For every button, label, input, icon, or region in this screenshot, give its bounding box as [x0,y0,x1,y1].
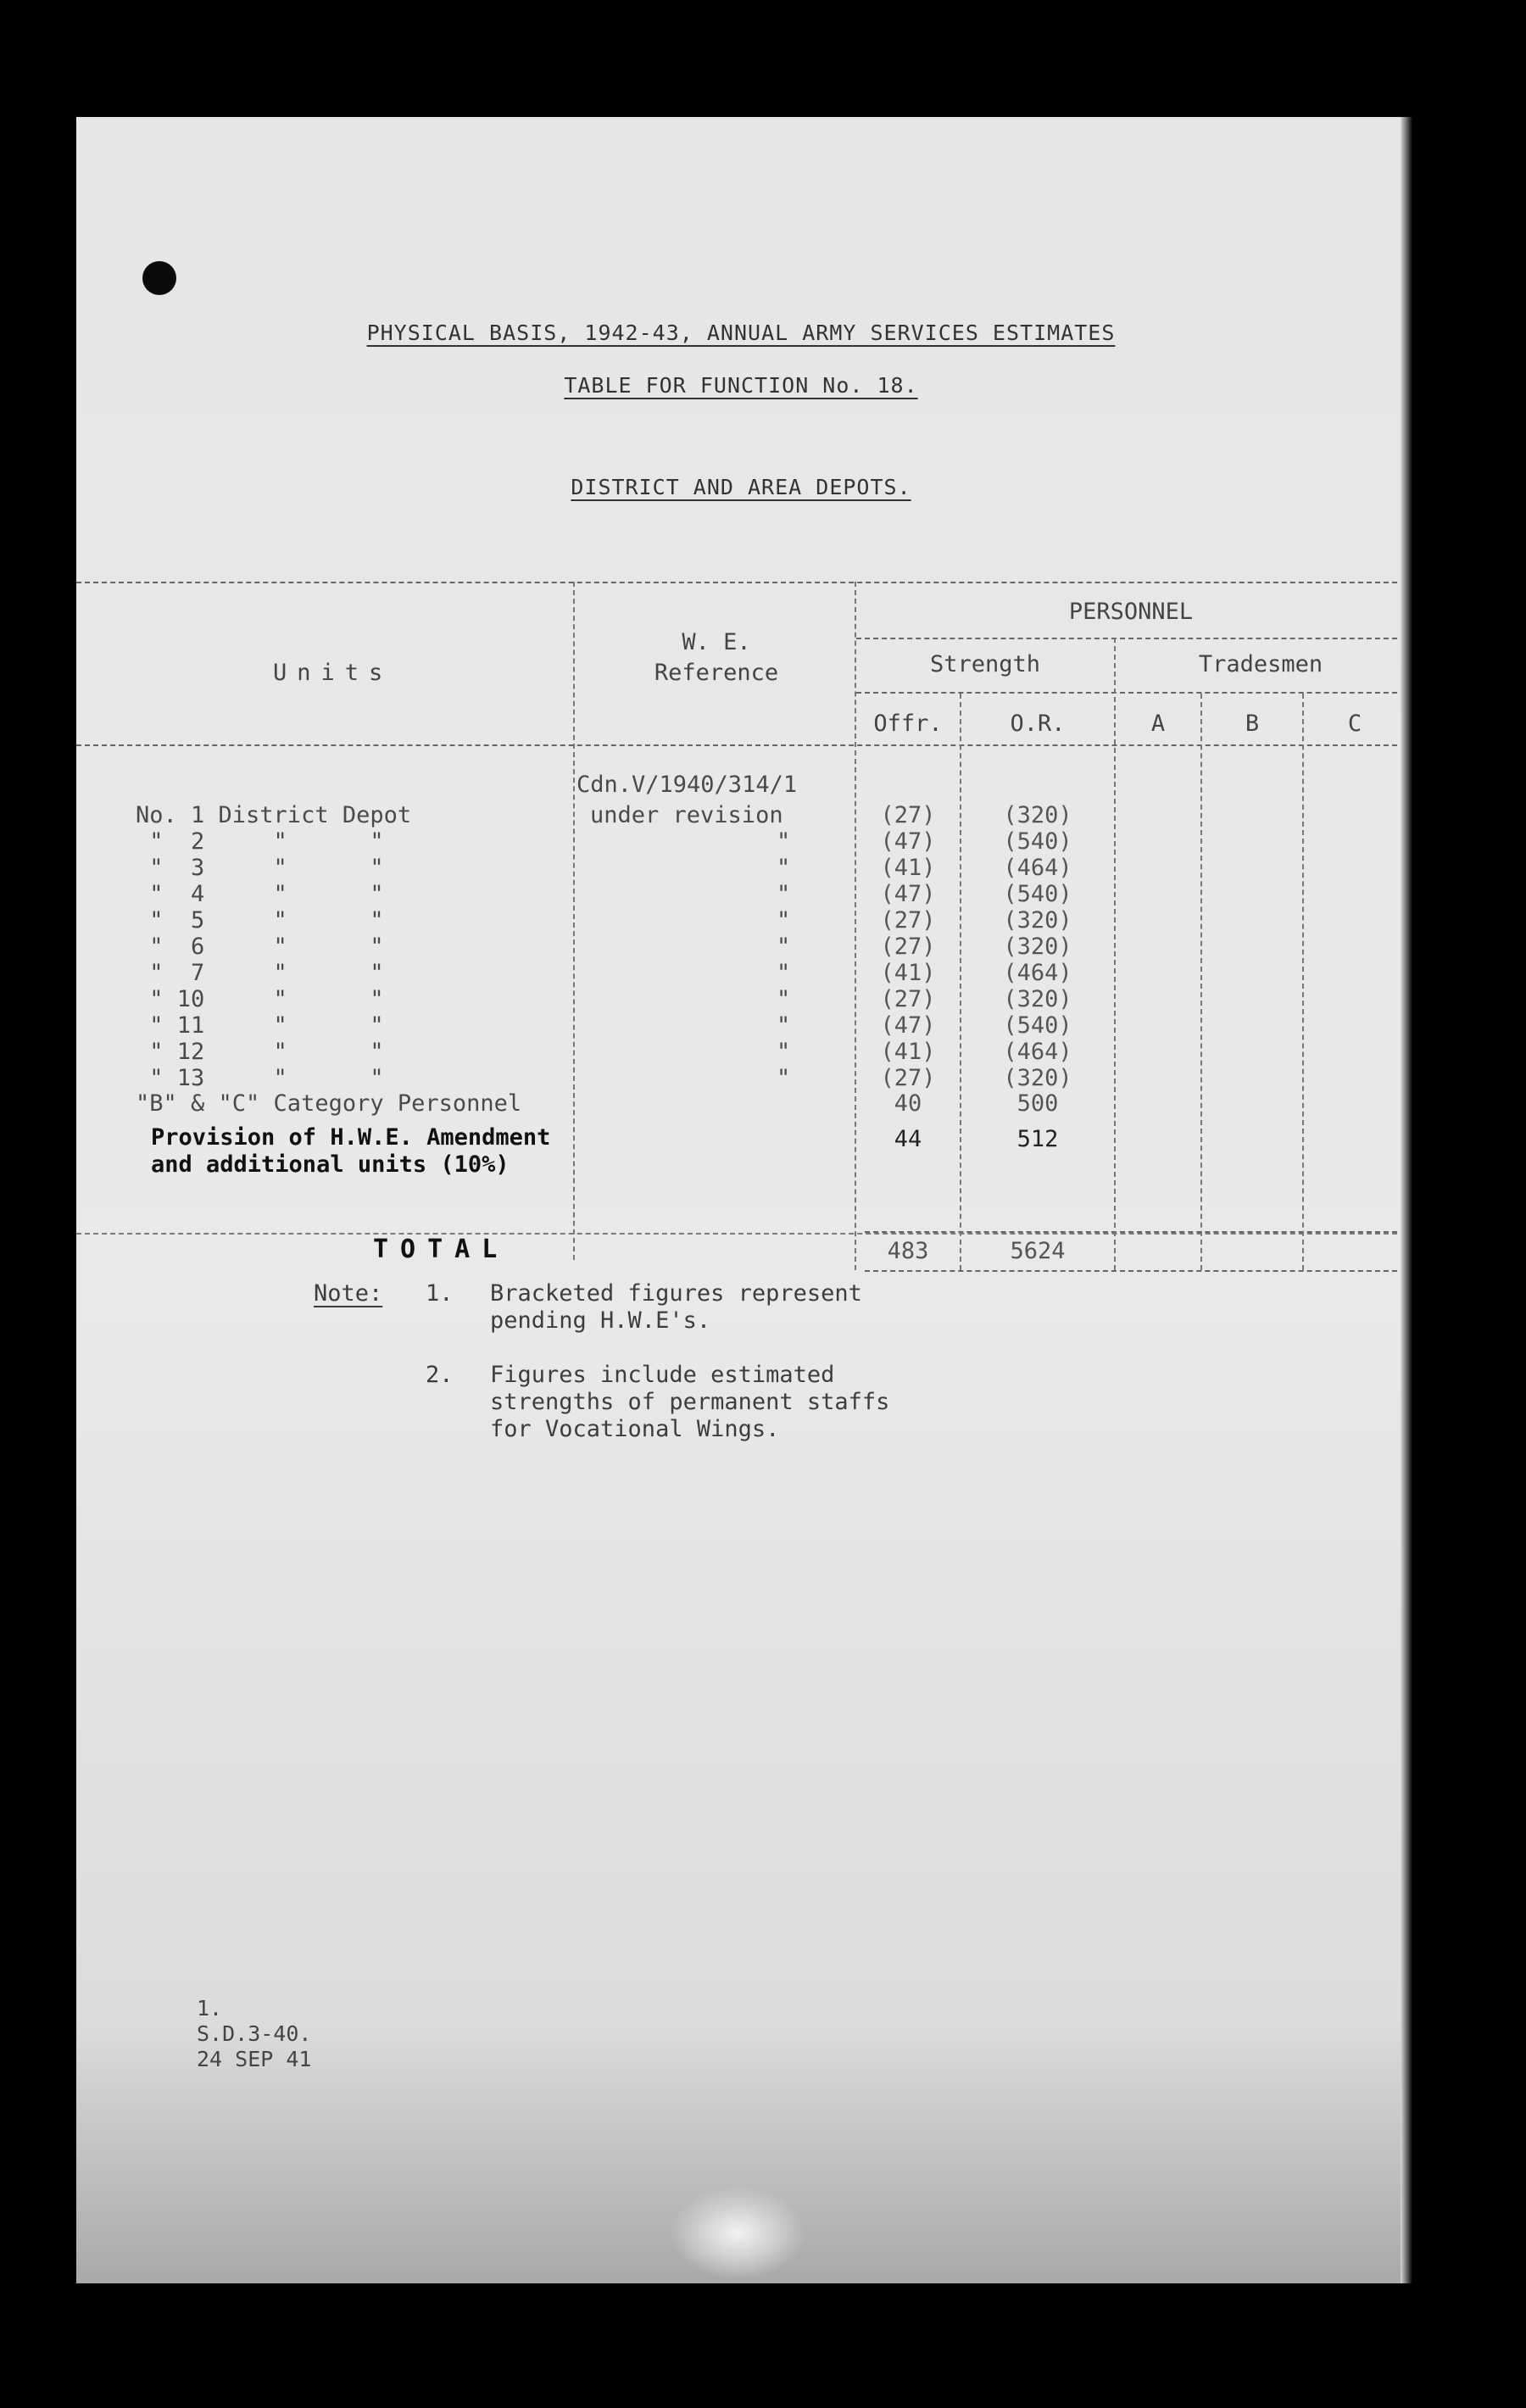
depot-row-or: (540) [1003,881,1072,907]
tradesmen-b-header: B [1245,711,1260,737]
depot-row-reference: " [777,986,791,1012]
tradesmen-a-header: A [1150,711,1166,737]
provision-row-or: 512 [1016,1126,1059,1152]
we-header-line2: Reference [654,660,779,686]
depot-row-or: (320) [1003,907,1072,934]
provision-row-line2: and additional units (10%) [151,1151,510,1178]
depot-row-unit: " 3 " " [136,855,384,881]
strength-header: Strength [929,651,1041,677]
we-reference-top: Cdn.V/1940/314/1 [576,772,798,798]
function-table-title: TABLE FOR FUNCTION No. 18. [564,373,918,398]
depot-row-reference: " [777,960,791,986]
depot-row-offr: (27) [880,907,936,934]
depot-row-or: (540) [1003,1012,1072,1039]
depot-row-offr: (41) [880,855,936,881]
depot-row-offr: (47) [880,1012,936,1039]
total-label: TOTAL [373,1235,510,1264]
depot-row-reference: " [777,1039,791,1065]
depot-row-unit: " 10 " " [136,986,384,1012]
offr-header: Offr. [873,711,943,737]
depot-row-reference: " [777,907,791,934]
reference-line2: S.D.3-40. [197,2021,312,2046]
depot-row-unit: " 11 " " [136,1012,384,1039]
category-row-or: 500 [1016,1090,1059,1117]
note-2-line3: for Vocational Wings. [490,1416,780,1442]
depot-row-offr: (47) [880,828,936,855]
table-top-rule [76,582,1406,583]
category-row-offr: 40 [894,1090,922,1117]
depot-row-or: (320) [1003,934,1072,960]
depot-row-reference: " [777,1012,791,1039]
depot-row-offr: (41) [880,960,936,986]
depot-row-unit: " 2 " " [136,828,384,855]
depot-row-unit: " 12 " " [136,1039,384,1065]
depot-row-or: (540) [1003,828,1072,855]
total-offr: 483 [887,1238,929,1264]
depot-row-reference: " [777,881,791,907]
reference-line3: 24 SEP 41 [197,2047,312,2071]
strength-rule [856,692,1406,694]
personnel-header: PERSONNEL [1068,599,1194,625]
depot-row-reference: " [777,828,791,855]
note-2-line1: Figures include estimated [490,1362,835,1388]
depot-row-or: (464) [1003,855,1072,881]
reference-line1: 1. [197,1996,223,2021]
depot-row-offr: (27) [880,802,936,828]
depot-row-offr: (27) [880,986,936,1012]
punch-hole [142,261,176,295]
document-page [76,117,1406,2283]
depot-row-reference: " [777,855,791,881]
depot-row-unit: " 7 " " [136,960,384,986]
tradesmen-c-header: C [1347,711,1362,737]
depot-row-unit: " 13 " " [136,1065,384,1091]
total-rule [865,1270,1406,1272]
category-row-unit: "B" & "C" Category Personnel [136,1090,522,1117]
depot-row-unit: " 6 " " [136,934,384,960]
depot-row-unit: " 4 " " [136,881,384,907]
note-2-line2: strengths of permanent staffs [490,1389,890,1415]
depot-row-unit: No. 1 District Depot [136,802,412,828]
depot-row-offr: (41) [880,1039,936,1065]
total-or: 5624 [1010,1238,1066,1264]
page-edge-shadow [1401,117,1412,2283]
depot-row-offr: (47) [880,881,936,907]
tradesmen-a-divider [1200,694,1202,1270]
we-header-line1: W. E. [682,629,751,655]
or-header: O.R. [1010,711,1066,737]
depot-row-reference: " [777,1065,791,1091]
note-label: Note: [314,1280,383,1307]
note-1-line2: pending H.W.E's. [490,1307,711,1334]
personnel-rule [856,638,1406,639]
depot-row-or: (320) [1003,802,1072,828]
depot-row-or: (464) [1003,1039,1072,1065]
fold-line [76,1233,1406,1235]
depot-row-offr: (27) [880,1065,936,1091]
header-bottom-rule [76,744,1406,746]
provision-row-line1: Provision of H.W.E. Amendment [151,1124,551,1151]
depot-row-offr: (27) [880,934,936,960]
note-1-number: 1. [426,1280,454,1307]
units-header: Units [273,660,393,686]
tradesmen-b-divider [1302,694,1304,1270]
depot-row-reference: under revision [590,802,783,828]
section-title: DISTRICT AND AREA DEPOTS. [571,475,911,499]
note-2-number: 2. [426,1362,454,1388]
paper-damage-mark [670,2186,805,2279]
provision-row-offr: 44 [894,1126,922,1152]
depot-row-unit: " 5 " " [136,907,384,934]
tradesmen-header: Tradesmen [1198,651,1323,677]
depot-row-or: (464) [1003,960,1072,986]
note-1-line1: Bracketed figures represent [490,1280,862,1307]
depot-row-or: (320) [1003,1065,1072,1091]
depot-row-reference: " [777,934,791,960]
units-column-divider [573,582,575,1260]
depot-row-or: (320) [1003,986,1072,1012]
document-title: PHYSICAL BASIS, 1942-43, ANNUAL ARMY SERVICES ESTIMATES [366,321,1116,345]
